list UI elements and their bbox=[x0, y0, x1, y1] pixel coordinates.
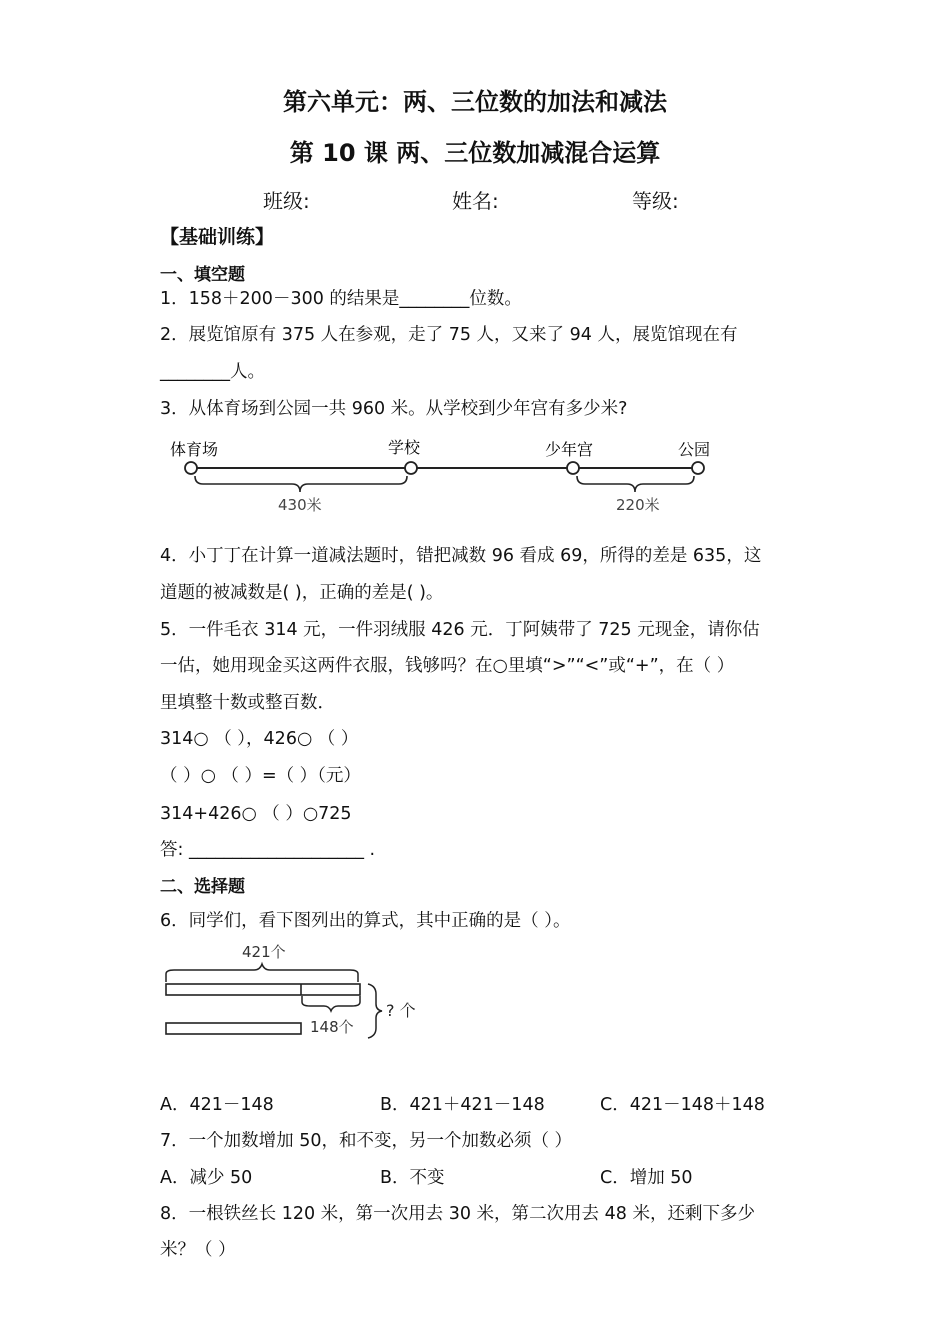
school-label: 学校 bbox=[388, 438, 421, 457]
question-brace bbox=[368, 984, 382, 1038]
short-bar bbox=[166, 1023, 301, 1034]
q7-option-c: C．增加 50 bbox=[600, 1168, 693, 1188]
question-1: 1．158＋200－300 的结果是________位数。 bbox=[160, 289, 522, 309]
question-5-line1: 5．一件毛衣 314 元，一件羽绒服 426 元．丁阿姨带了 725 元现金，请你估 bbox=[160, 620, 760, 640]
question-6: 6．同学们，看下图列出的算式，其中正确的是（ ）。 bbox=[160, 911, 571, 931]
q6-option-b: B．421＋421－148 bbox=[380, 1095, 545, 1115]
park-point bbox=[692, 462, 704, 474]
q6-option-a: A．421－148 bbox=[160, 1095, 274, 1115]
question-2-line1: 2．展览馆原有 375 人在参观，走了 75 人，又来了 94 人，展览馆现在有 bbox=[160, 325, 738, 345]
brace-220 bbox=[577, 476, 694, 492]
question-5-line3: 里填整十数或整百数． bbox=[160, 693, 335, 713]
question-5-compare: 314+426○ （ ）○725 bbox=[160, 804, 352, 824]
school-point bbox=[405, 462, 417, 474]
unknown-label: ? 个 bbox=[386, 1001, 416, 1020]
question-5-answer: 答: ____________________ . bbox=[160, 840, 376, 860]
question-5-estimate-2: （ ）○ （ ）=（ ）（元） bbox=[160, 766, 361, 786]
distance-220-label: 220米 bbox=[616, 496, 660, 514]
question-5-estimate-1: 314○ （ ），426○ （ ） bbox=[160, 729, 359, 749]
difference-label: 148个 bbox=[310, 1018, 354, 1036]
youth-palace-point bbox=[567, 462, 579, 474]
question-8-line2: 米？（ ） bbox=[160, 1240, 236, 1260]
question-8-line1: 8．一根铁丝长 120 米，第一次用去 30 米，第二次用去 48 米，还剩下多少 bbox=[160, 1204, 755, 1224]
class-label: 班级: bbox=[263, 189, 310, 213]
question-5-line2: 一估，她用现金买这两件衣服，钱够吗？在○里填“>”“<”或“+”，在（ ） bbox=[160, 656, 735, 676]
park-label: 公园 bbox=[678, 440, 711, 459]
q7-option-a: A．减少 50 bbox=[160, 1168, 253, 1188]
question-4-line2: 道题的被减数是( )，正确的差是( )。 bbox=[160, 583, 444, 603]
distance-diagram bbox=[150, 430, 750, 525]
total-brace bbox=[166, 964, 358, 982]
stadium-label: 体育场 bbox=[170, 440, 219, 459]
bar-diagram bbox=[150, 938, 450, 1048]
question-2-line2: ________人。 bbox=[160, 362, 265, 382]
long-bar bbox=[166, 984, 360, 995]
question-4-line1: 4．小丁丁在计算一道减法题时，错把减数 96 看成 69，所得的差是 635，这 bbox=[160, 546, 762, 566]
name-label: 姓名: bbox=[452, 189, 499, 213]
grade-label: 等级: bbox=[632, 189, 679, 213]
section-basic-training: 【基础训练】 bbox=[160, 226, 275, 248]
total-label: 421个 bbox=[242, 943, 286, 961]
unit-title: 第六单元：两、三位数的加法和减法 bbox=[283, 88, 667, 116]
brace-430 bbox=[195, 476, 407, 492]
q6-option-c: C．421－148＋148 bbox=[600, 1095, 765, 1115]
part1-title: 一、填空题 bbox=[160, 265, 245, 285]
question-3: 3．从体育场到公园一共 960 米。从学校到少年宫有多少米? bbox=[160, 399, 628, 419]
distance-430-label: 430米 bbox=[278, 496, 322, 514]
question-7: 7．一个加数增加 50，和不变，另一个加数必须（ ） bbox=[160, 1131, 573, 1151]
q7-option-b: B．不变 bbox=[380, 1168, 445, 1188]
difference-brace bbox=[302, 996, 360, 1011]
stadium-point bbox=[185, 462, 197, 474]
youth-palace-label: 少年宫 bbox=[545, 440, 594, 459]
lesson-title: 第 10 课 两、三位数加减混合运算 bbox=[289, 139, 661, 167]
part2-title: 二、选择题 bbox=[160, 877, 245, 897]
